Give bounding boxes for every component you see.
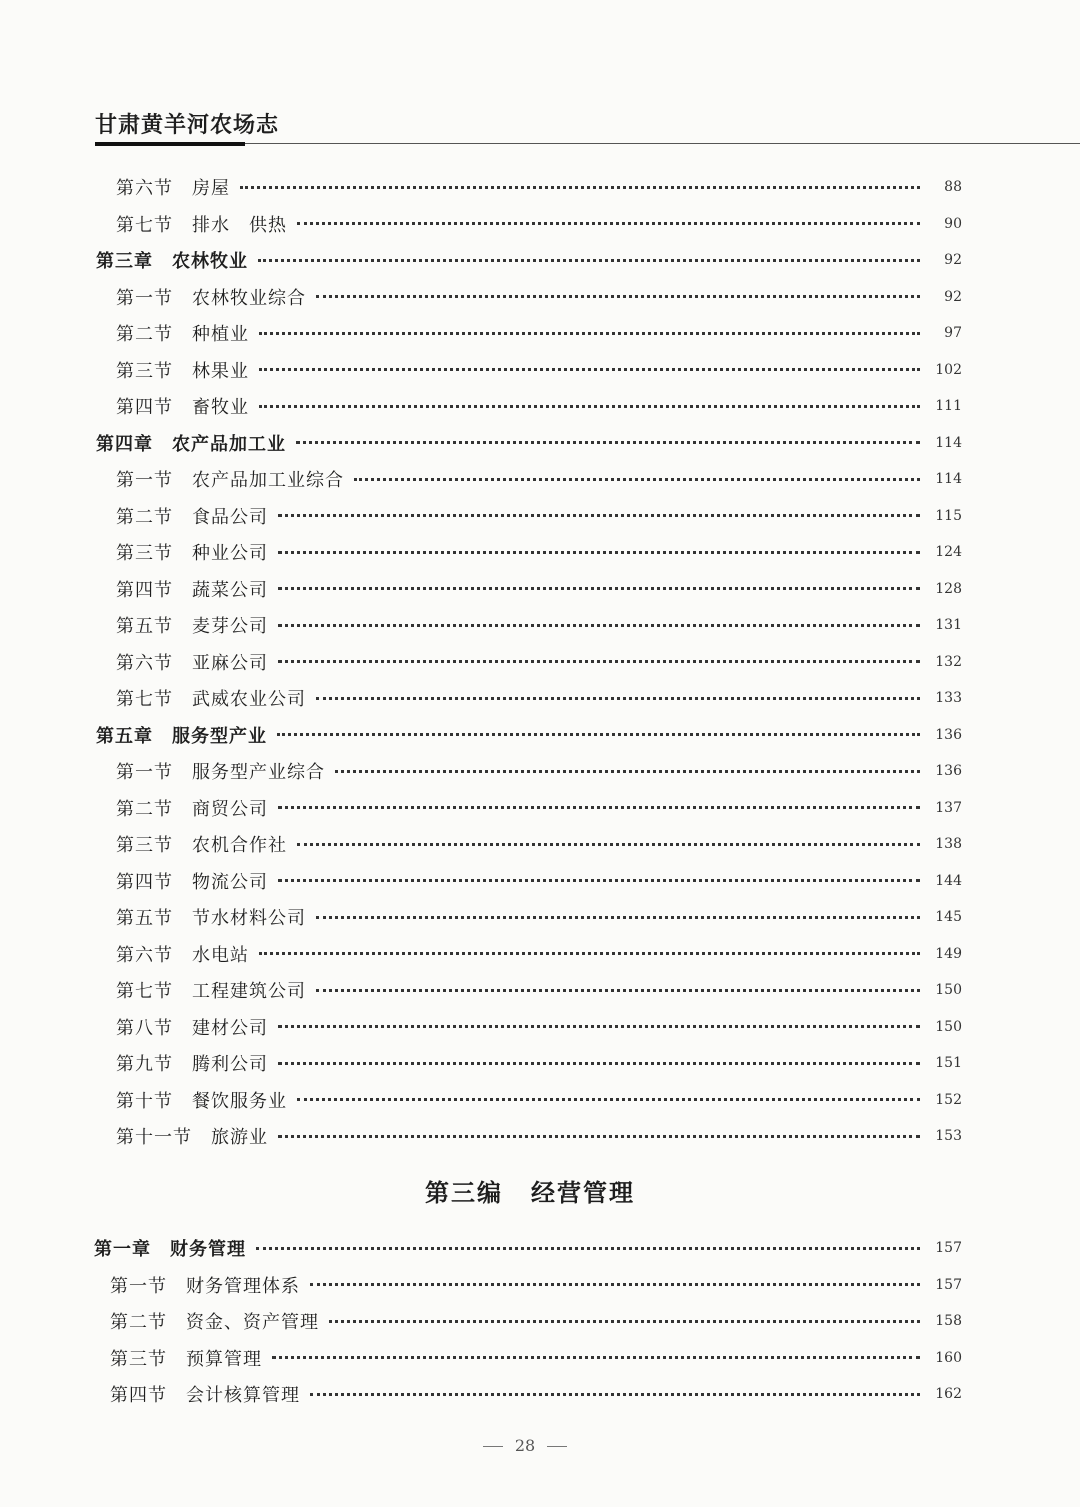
toc-entry-number: 第三节	[110, 1348, 167, 1370]
toc-entry-number: 第三章	[96, 251, 153, 272]
toc-entry-number: 第五章	[96, 725, 153, 747]
toc-page-number: 138	[935, 836, 962, 852]
toc-entry-label	[116, 174, 230, 200]
toc-entry-number: 第七节	[116, 981, 173, 1002]
toc-entry-label	[116, 758, 325, 784]
part-name: 经营管理	[531, 1178, 635, 1207]
toc-entry-title: 林果业	[192, 360, 249, 382]
dot-leader	[259, 952, 920, 955]
dot-leader	[329, 1320, 920, 1323]
toc-entry-title: 蔬菜公司	[192, 579, 268, 601]
toc-entry-label	[96, 722, 267, 748]
toc-page-number: 90	[944, 215, 962, 232]
dot-leader	[354, 478, 920, 481]
toc-entry-title: 财务管理体系	[186, 1275, 300, 1297]
toc-entry-label	[116, 211, 287, 237]
toc-chapter-entry[interactable]	[0, 428, 1080, 458]
toc-section-entry[interactable]	[0, 1343, 1080, 1373]
toc-section-entry[interactable]	[0, 1270, 1080, 1300]
toc-entry-number: 第九节	[116, 1054, 173, 1075]
dot-leader	[316, 916, 920, 919]
dot-leader	[259, 332, 920, 335]
toc-section-entry[interactable]	[0, 1379, 1080, 1409]
toc-entry-number: 第四章	[96, 433, 153, 455]
toc-entry-number: 第六节	[116, 944, 173, 966]
dot-leader	[278, 1025, 920, 1028]
page-footer	[0, 1436, 1050, 1455]
toc-section-entry[interactable]	[0, 647, 1080, 677]
toc-entry-number: 第一节	[110, 1275, 167, 1297]
toc-section-entry[interactable]	[0, 1048, 1080, 1078]
toc-entry-number: 第七节	[116, 689, 173, 710]
toc-page-number: 150	[935, 982, 962, 998]
toc-entry-title: 餐饮服务业	[192, 1090, 287, 1112]
toc-entry-title: 农机合作社	[192, 835, 287, 856]
toc-entry-label	[110, 1272, 300, 1298]
dot-leader	[316, 989, 920, 992]
toc-page-number: 92	[944, 252, 962, 268]
toc-entry-number: 第二节	[110, 1312, 167, 1333]
toc-page-number: 149	[935, 945, 962, 962]
dot-leader	[316, 295, 920, 298]
dot-leader	[277, 733, 920, 736]
toc-entry-title: 种业公司	[192, 543, 268, 564]
toc-page-number: 157	[935, 1276, 962, 1293]
toc-page-number: 162	[935, 1386, 962, 1402]
toc-section-entry[interactable]	[0, 683, 1080, 713]
toc-entry-title: 节水材料公司	[192, 908, 306, 929]
toc-entry-title: 会计核算管理	[186, 1385, 300, 1406]
toc-chapter-entry[interactable]	[0, 1233, 1080, 1263]
toc-page-number: 157	[935, 1240, 962, 1256]
toc-entry-title: 预算管理	[186, 1348, 262, 1370]
toc-entry-label	[116, 941, 249, 967]
toc-entry-number: 第一节	[116, 287, 173, 309]
toc-entry-label	[116, 503, 268, 529]
dot-leader	[278, 660, 920, 663]
toc-entry-label	[116, 393, 249, 419]
toc-section-entry[interactable]	[0, 793, 1080, 823]
toc-entry-number: 第四节	[116, 579, 173, 601]
toc-entry-number: 第四节	[116, 871, 173, 893]
toc-entry-label	[110, 1345, 262, 1371]
toc-entry-label	[116, 1014, 268, 1040]
toc-entry-number: 第四节	[110, 1385, 167, 1406]
toc-entry-number: 第一节	[116, 470, 173, 491]
toc-entry-label	[116, 649, 268, 675]
toc-entry-label	[116, 539, 268, 565]
part-title	[0, 1173, 1060, 1208]
toc-entry-number: 第一章	[94, 1239, 151, 1260]
dot-leader	[297, 1098, 920, 1101]
toc-entry-title: 资金、资产管理	[186, 1312, 319, 1333]
dot-leader	[278, 1135, 920, 1138]
toc-entry-title: 种植业	[192, 324, 249, 345]
toc-entry-title: 武威农业公司	[192, 689, 306, 710]
toc-entry-label	[116, 320, 249, 346]
toc-entry-label	[110, 1308, 319, 1334]
toc-entry-number: 第五节	[116, 616, 173, 637]
dot-leader	[272, 1356, 920, 1359]
toc-page-number: 92	[944, 288, 962, 305]
toc-entry-number: 第六节	[116, 178, 173, 199]
toc-section-entry[interactable]	[0, 1012, 1080, 1042]
toc-entry-title: 农产品加工业	[172, 433, 286, 455]
toc-entry-title: 财务管理	[170, 1239, 246, 1260]
dot-leader	[310, 1393, 920, 1396]
toc-entry-number: 第二节	[116, 798, 173, 820]
toc-page-number: 160	[935, 1349, 962, 1366]
toc-entry-label	[116, 576, 268, 602]
dot-leader	[278, 1062, 920, 1065]
dot-leader	[258, 259, 920, 262]
dot-leader	[278, 514, 920, 517]
page-number: 28	[514, 1436, 536, 1455]
toc-section-entry[interactable]	[0, 975, 1080, 1005]
toc-page-number: 153	[935, 1128, 962, 1144]
toc-entry-title: 农林牧业	[172, 251, 248, 272]
toc-entry-number: 第三节	[116, 835, 173, 856]
toc-entry-title: 房屋	[192, 178, 230, 199]
toc-page-number: 137	[935, 799, 962, 816]
toc-entry-number: 第二节	[116, 324, 173, 345]
dot-leader	[316, 697, 920, 700]
toc-entry-number: 第十节	[116, 1090, 173, 1112]
toc-entry-title: 腾利公司	[192, 1054, 268, 1075]
toc-entry-label	[116, 357, 249, 383]
dot-leader	[240, 186, 920, 189]
toc-entry-number: 第三节	[116, 360, 173, 382]
toc-entry-number: 第十一节	[116, 1127, 192, 1148]
toc-page-number: 114	[935, 434, 962, 451]
toc-section-entry[interactable]	[0, 610, 1080, 640]
dot-leader	[278, 624, 920, 627]
toc-page-number: 136	[935, 726, 962, 743]
toc-page-number: 124	[935, 544, 962, 560]
toc-page-number: 152	[935, 1091, 962, 1108]
toc-section-entry[interactable]	[0, 1121, 1080, 1151]
toc-entry-title: 工程建筑公司	[192, 981, 306, 1002]
dot-leader	[259, 405, 920, 408]
toc-section-entry[interactable]	[0, 282, 1080, 312]
toc-page-number: 131	[935, 617, 962, 633]
dot-leader	[335, 770, 920, 773]
dot-leader	[278, 551, 920, 554]
toc-page-number: 136	[935, 763, 962, 779]
toc-page-number: 88	[944, 179, 962, 195]
toc-entry-title: 麦芽公司	[192, 616, 268, 637]
toc-page-number: 150	[935, 1018, 962, 1035]
toc-entry-title: 畜牧业	[192, 397, 249, 418]
toc-entry-number: 第七节	[116, 214, 173, 236]
toc-section-entry[interactable]	[0, 318, 1080, 348]
toc-section-entry[interactable]	[0, 501, 1080, 531]
toc-entry-title: 建材公司	[192, 1017, 268, 1039]
toc-section-entry[interactable]	[0, 172, 1080, 202]
toc-section-entry[interactable]	[0, 756, 1080, 786]
dot-leader	[278, 587, 920, 590]
toc-section-entry[interactable]	[0, 829, 1080, 859]
toc-entry-label	[116, 1087, 287, 1113]
toc-entry-number: 第八节	[116, 1017, 173, 1039]
toc-section-entry[interactable]	[0, 464, 1080, 494]
toc-section-entry[interactable]	[0, 574, 1080, 604]
toc-entry-title: 物流公司	[192, 871, 268, 893]
toc-entry-number: 第四节	[116, 397, 173, 418]
footer-dash-right	[547, 1446, 567, 1447]
toc-entry-title: 农林牧业综合	[192, 287, 306, 309]
running-header-title: 甘肃黄羊河农场志	[95, 112, 280, 138]
toc-entry-number: 第五节	[116, 908, 173, 929]
dot-leader	[310, 1283, 920, 1286]
toc-entry-title: 亚麻公司	[192, 652, 268, 674]
toc-page-number: 111	[935, 398, 962, 414]
toc-entry-label	[116, 466, 344, 492]
toc-entry-label	[116, 685, 306, 711]
toc-entry-label	[116, 612, 268, 638]
toc-page-number: 158	[935, 1313, 962, 1329]
toc-entry-title: 商贸公司	[192, 798, 268, 820]
toc-entry-label	[116, 1050, 268, 1076]
toc-section-entry[interactable]	[0, 355, 1080, 385]
toc-section-entry[interactable]	[0, 391, 1080, 421]
toc-entry-title: 服务型产业	[172, 725, 267, 747]
toc-page-number: 97	[944, 325, 962, 341]
toc-section-entry[interactable]	[0, 1306, 1080, 1336]
toc-page-number: 132	[935, 653, 962, 670]
toc-entry-label	[116, 831, 287, 857]
toc-page-number: 102	[935, 361, 962, 378]
toc-section-entry[interactable]	[0, 866, 1080, 896]
toc-section-entry[interactable]	[0, 902, 1080, 932]
dot-leader	[297, 843, 920, 846]
toc-page-number: 145	[935, 909, 962, 925]
toc-page-number: 128	[935, 580, 962, 597]
dot-leader	[296, 441, 920, 444]
dot-leader	[256, 1247, 920, 1250]
toc-entry-title: 水电站	[192, 944, 249, 966]
toc-entry-title: 农产品加工业综合	[192, 470, 344, 491]
toc-page-number: 151	[935, 1055, 962, 1071]
toc-entry-label	[94, 1235, 246, 1261]
toc-entry-number: 第一节	[116, 762, 173, 783]
toc-entry-label	[96, 247, 248, 273]
toc-entry-label	[116, 284, 306, 310]
header-rule-thin	[245, 143, 1080, 144]
part-number: 第三编	[425, 1178, 503, 1207]
toc-entry-label	[116, 904, 306, 930]
toc-entry-title: 旅游业	[211, 1127, 268, 1148]
toc-entry-number: 第二节	[116, 506, 173, 528]
toc-page-number: 114	[935, 471, 962, 487]
toc-entry-label	[110, 1381, 300, 1407]
toc-section-entry[interactable]	[0, 939, 1080, 969]
toc-entry-number: 第六节	[116, 652, 173, 674]
toc-entry-title: 食品公司	[192, 506, 268, 528]
toc-chapter-entry[interactable]	[0, 720, 1080, 750]
toc-section-entry[interactable]	[0, 1085, 1080, 1115]
dot-leader	[259, 368, 920, 371]
toc-entry-label	[116, 868, 268, 894]
dot-leader	[278, 879, 920, 882]
toc-entry-label	[116, 1123, 268, 1149]
toc-entry-title: 服务型产业综合	[192, 762, 325, 783]
toc-entry-label	[116, 795, 268, 821]
toc-page-number: 115	[935, 507, 962, 524]
toc-entry-label	[96, 430, 286, 456]
toc-entry-title: 排水 供热	[192, 214, 287, 236]
toc-page-number: 144	[935, 872, 962, 889]
footer-dash-left	[483, 1446, 503, 1447]
toc-section-entry[interactable]	[0, 209, 1080, 239]
toc-entry-number: 第三节	[116, 543, 173, 564]
toc-page-number: 133	[935, 690, 962, 706]
header-rule-thick	[95, 142, 245, 146]
toc-section-entry[interactable]	[0, 537, 1080, 567]
dot-leader	[278, 806, 920, 809]
toc-entry-label	[116, 977, 306, 1003]
toc-chapter-entry[interactable]	[0, 245, 1080, 275]
dot-leader	[297, 222, 920, 225]
